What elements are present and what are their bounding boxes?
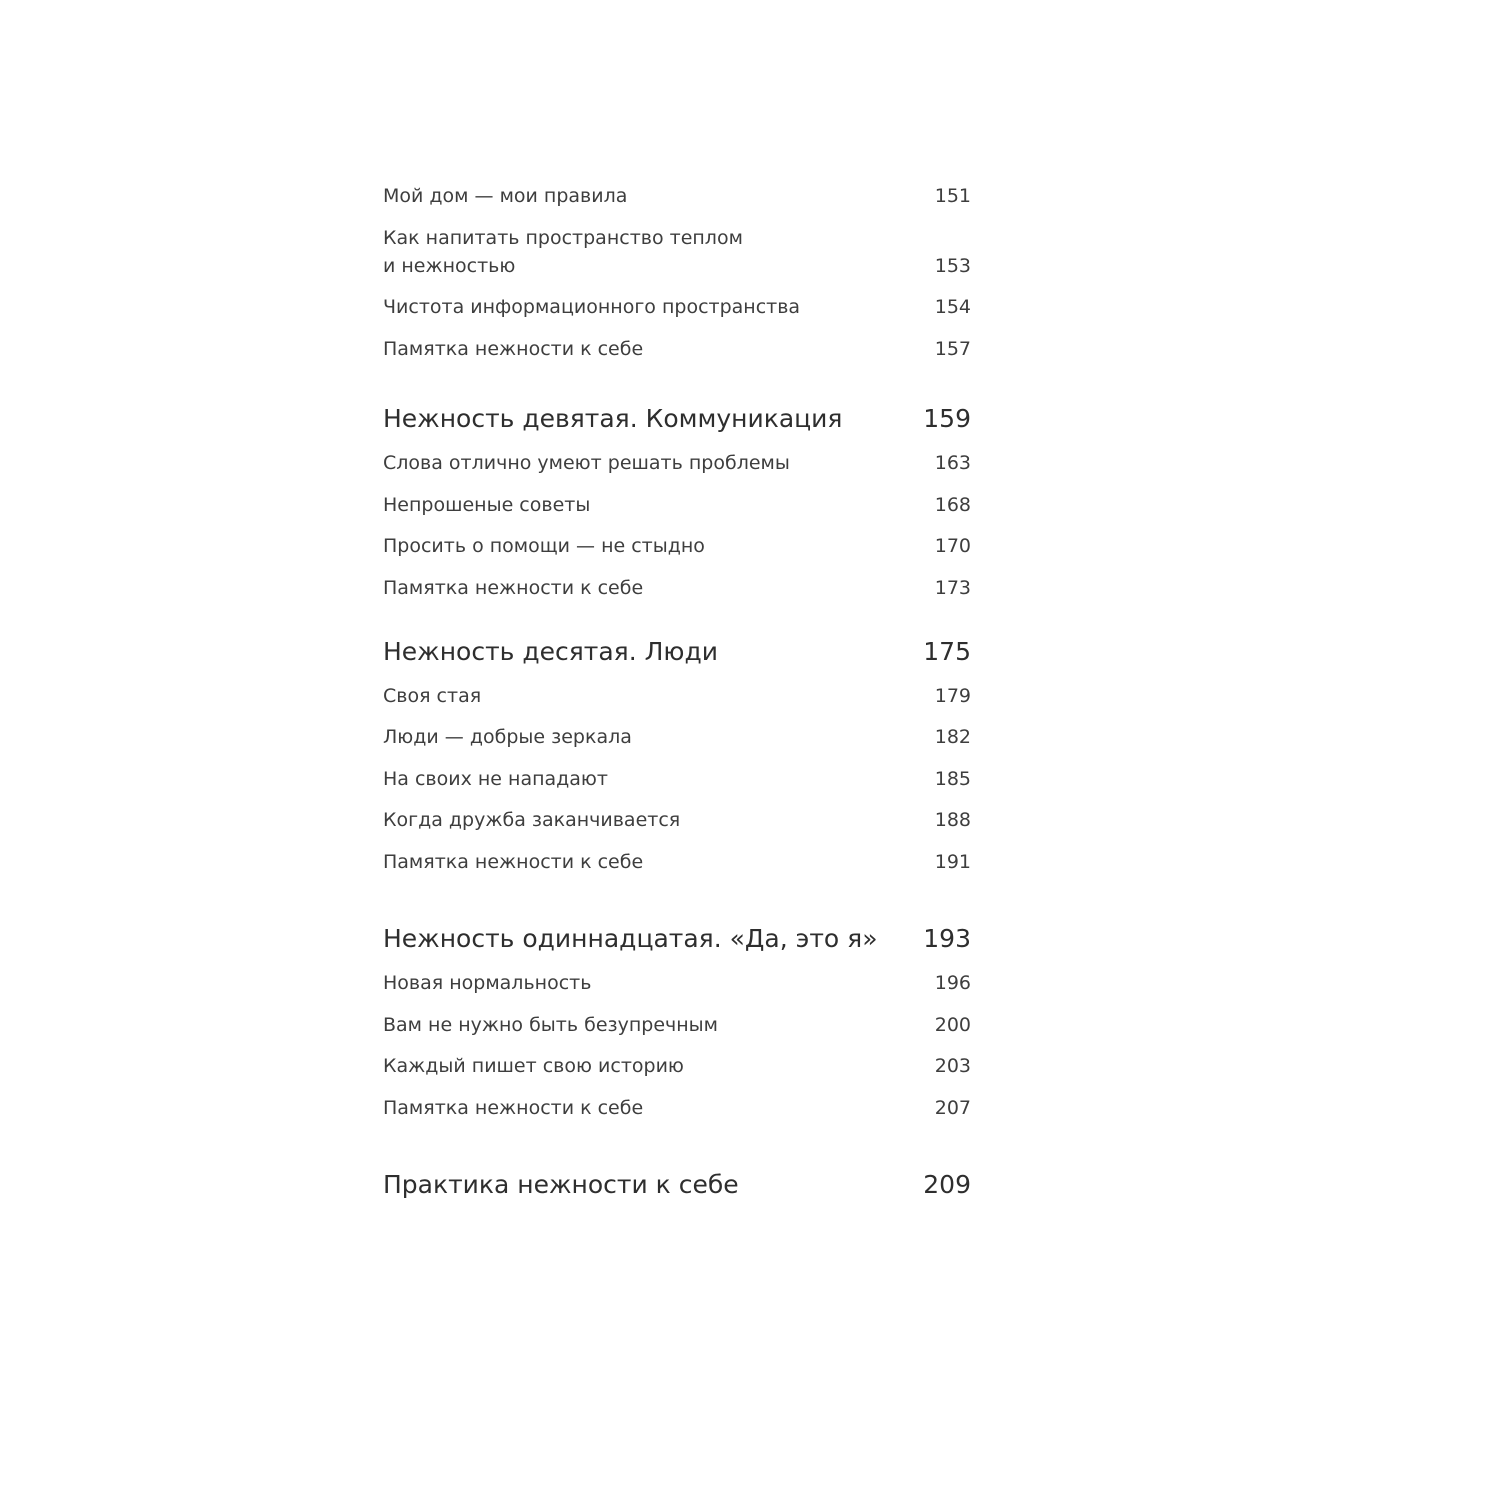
- toc-chapter-page: 209: [923, 1170, 971, 1199]
- toc-entry-title: Люди — добрые зеркала: [383, 726, 632, 748]
- toc-entry-page: 168: [934, 494, 971, 516]
- toc-entry-title: Вам не нужно быть безупречным: [383, 1014, 719, 1036]
- toc-entry-title: Слова отлично умеют решать проблемы: [383, 452, 790, 474]
- toc-entry: [383, 765, 971, 793]
- toc-chapter: [383, 402, 971, 436]
- toc-entry-title: Памятка нежности к себе: [383, 338, 644, 360]
- toc-chapter-title: Нежность десятая. Люди: [383, 637, 718, 666]
- toc-entry: [383, 806, 971, 834]
- toc-entry: [383, 1094, 971, 1122]
- toc-entry: [383, 449, 971, 477]
- toc-chapter-page: 159: [923, 404, 971, 433]
- toc-entry: [383, 491, 971, 519]
- toc-entry-page: 163: [934, 452, 971, 474]
- toc-entry-page: 151: [934, 185, 971, 207]
- toc-entry: [383, 848, 971, 876]
- toc-entry-page: 185: [934, 768, 971, 790]
- toc-entry-title: Как напитать пространство теплом и нежностью: [383, 227, 743, 277]
- toc-entry-page: 179: [934, 685, 971, 707]
- toc-entry: [383, 293, 971, 321]
- toc-entry-page: 200: [934, 1014, 971, 1036]
- toc-entry: [383, 335, 971, 363]
- toc-entry: [383, 532, 971, 560]
- toc-entry: [383, 182, 971, 210]
- toc-entry: [383, 969, 971, 997]
- toc-entry-page: 157: [934, 338, 971, 360]
- toc-entry-page: 203: [934, 1055, 971, 1077]
- toc-entry-title: Когда дружба заканчивается: [383, 809, 681, 831]
- toc-entry-page: 173: [934, 577, 971, 599]
- toc-entry-page: 196: [934, 972, 971, 994]
- toc-entry-page: 153: [934, 255, 971, 277]
- toc-chapter: [383, 922, 971, 956]
- toc-entry-title: Памятка нежности к себе: [383, 851, 644, 873]
- toc-entry-page: 182: [934, 726, 971, 748]
- toc-entry-title: Своя стая: [383, 685, 482, 707]
- toc-chapter: [383, 635, 971, 669]
- toc-entry-page: 170: [934, 535, 971, 557]
- toc-chapter-title: Нежность девятая. Коммуникация: [383, 404, 843, 433]
- toc-entry-title: Чистота информационного пространства: [383, 296, 801, 318]
- toc-entry: [383, 574, 971, 602]
- toc-entry-title: Непрошеные советы: [383, 494, 591, 516]
- toc-entry-page: 188: [934, 809, 971, 831]
- toc-entry-page: 191: [934, 851, 971, 873]
- toc-entry-title: Памятка нежности к себе: [383, 577, 644, 599]
- toc-entry-title: Просить о помощи — не стыдно: [383, 535, 705, 557]
- toc-entry-page: 207: [934, 1097, 971, 1119]
- toc-chapter: [383, 1168, 971, 1202]
- toc-chapter-title: Практика нежности к себе: [383, 1170, 739, 1199]
- toc-entry-title: Каждый пишет свою историю: [383, 1055, 684, 1077]
- toc-entry-title: Мой дом — мои правила: [383, 185, 628, 207]
- toc-chapter-page: 175: [923, 637, 971, 666]
- table-of-contents: [383, 0, 971, 1500]
- toc-entry-page: 154: [934, 296, 971, 318]
- toc-entry: [383, 682, 971, 710]
- toc-chapter-title: Нежность одиннадцатая. «Да, это я»: [383, 924, 878, 953]
- toc-chapter-page: 193: [923, 924, 971, 953]
- toc-entry: [383, 1052, 971, 1080]
- toc-entry: [383, 224, 971, 280]
- toc-entry-title: На своих не нападают: [383, 768, 608, 790]
- toc-entry: [383, 723, 971, 751]
- toc-entry: [383, 1011, 971, 1039]
- toc-entry-title: Новая нормальность: [383, 972, 592, 994]
- toc-entry-title: Памятка нежности к себе: [383, 1097, 644, 1119]
